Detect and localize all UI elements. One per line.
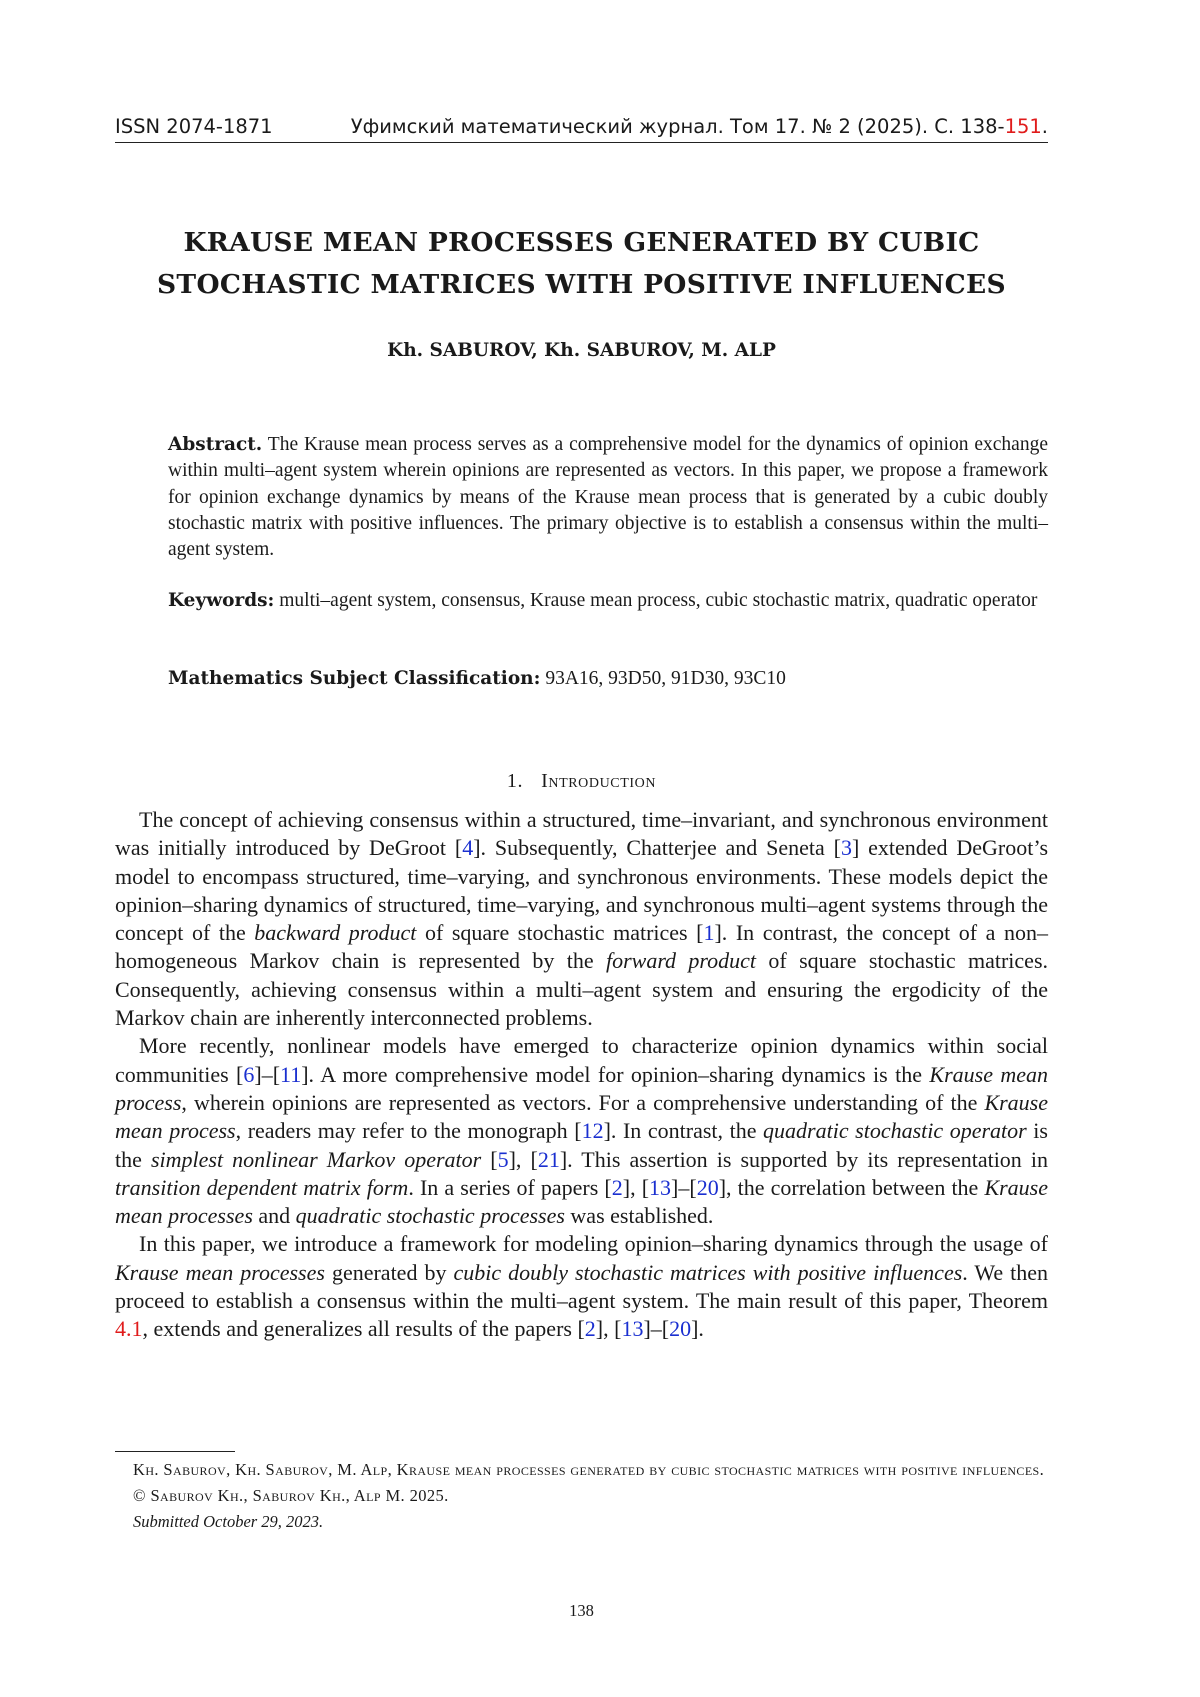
- emphasis: forward product: [605, 948, 757, 974]
- paper-title: [115, 222, 1048, 306]
- footnote-rule: [115, 1451, 235, 1452]
- emphasis: Krause mean process: [115, 1061, 1049, 1115]
- text-run: [: [481, 1146, 498, 1172]
- abstract-text: The Krause mean process serves as a comprehensive model for the dynamics of opinion exchange within multi–agent system wherein opinions are represented as vectors. In this paper, we propose a framework for opinion exchange dynamics by means of the Krause mean process that is generated by a cubic doubly stochastic matrix with positive influences. The primary objective is to establish a consensus within the multi–agent system.: [168, 434, 1048, 561]
- issn: ISSN 2074-1871: [115, 115, 273, 138]
- citation-link[interactable]: 20: [669, 1316, 692, 1342]
- page-number: 138: [569, 1601, 594, 1620]
- paragraph-2: [115, 1032, 1048, 1230]
- text-run: ]. In contrast, the: [603, 1118, 764, 1144]
- text-run: The concept of achieving consensus within a structured, time–invariant, and synchronous environment was initially introduced by DeGroot [: [115, 807, 1048, 861]
- copyright-text: © Saburov Kh., Saburov Kh., Alp M. 2025.: [133, 1486, 449, 1505]
- emphasis: quadratic stochastic processes: [295, 1203, 565, 1229]
- abstract-label: Abstract.: [168, 434, 263, 455]
- emphasis: transition dependent matrix form: [115, 1174, 409, 1200]
- text-run: ].: [691, 1316, 704, 1342]
- running-header: [115, 112, 1048, 143]
- citation-link[interactable]: 2: [584, 1316, 596, 1342]
- citation-link[interactable]: 11: [280, 1061, 302, 1087]
- section-title: Introduction: [541, 770, 657, 792]
- citation-link[interactable]: 4: [462, 835, 474, 861]
- text-run: , readers may refer to the monograph [: [235, 1118, 582, 1144]
- text-run: ], [: [622, 1174, 650, 1200]
- citation-link[interactable]: 13: [621, 1316, 644, 1342]
- text-run: In this paper, we introduce a framework for modeling opinion–sharing dynamics through the usage of: [139, 1231, 1048, 1257]
- citation-link[interactable]: 3: [840, 835, 852, 861]
- keywords-label: Keywords:: [168, 590, 275, 611]
- text-run: ], [: [508, 1146, 538, 1172]
- text-run: ]–[: [254, 1061, 281, 1087]
- keywords: [168, 588, 1048, 614]
- title-line-1: KRAUSE MEAN PROCESSES GENERATED BY CUBIC: [183, 227, 980, 258]
- keywords-text: multi–agent system, consensus, Krause mean process, cubic stochastic matrix, quadratic operator: [279, 590, 1038, 611]
- footnote-copyright: [115, 1483, 1048, 1509]
- submitted-text: Submitted October 29, 2023.: [133, 1512, 324, 1531]
- theorem-link[interactable]: 4.1: [115, 1316, 143, 1342]
- citation-link[interactable]: 2: [611, 1174, 623, 1200]
- citation-link[interactable]: 21: [537, 1146, 560, 1172]
- citation-link[interactable]: 20: [696, 1174, 719, 1200]
- text-run: ], [: [595, 1316, 622, 1342]
- msc-label: Mathematics Subject Classification:: [168, 668, 541, 689]
- text-run: ]. Subsequently, Chatterjee and Seneta [: [473, 835, 841, 861]
- emphasis: Krause mean processes: [115, 1174, 1048, 1229]
- emphasis: Krause mean process: [115, 1089, 1048, 1144]
- citation-link[interactable]: 13: [649, 1174, 672, 1200]
- text-run: . In a series of papers [: [408, 1174, 612, 1200]
- emphasis: backward product: [254, 920, 417, 946]
- journal-text: Уфимский математический журнал. Том 17. № 2 (2025). С. 138-: [350, 115, 1005, 138]
- text-run: ]–[: [671, 1174, 697, 1200]
- citation-link[interactable]: 12: [581, 1118, 604, 1144]
- text-run: ]–[: [643, 1316, 670, 1342]
- journal-citation: [351, 112, 1048, 142]
- authors: Kh. SABUROV, Kh. SABUROV, M. ALP: [387, 340, 776, 361]
- footnote: [115, 1457, 1048, 1535]
- citation-link[interactable]: 1: [703, 920, 715, 946]
- emphasis: quadratic stochastic operator: [763, 1118, 1027, 1144]
- abstract: [168, 432, 1048, 563]
- text-run: was established.: [564, 1203, 714, 1229]
- text-run: . We then proceed to establish a consensus within the multi–agent system. The main result of this paper, Theorem: [115, 1259, 1049, 1314]
- text-run: ]. This assertion is supported by its representation in: [559, 1146, 1048, 1172]
- body-text: [115, 806, 1048, 1344]
- text-run: ]. In contrast, the concept of a non–homogeneous Markov chain is represented by the: [115, 920, 1049, 974]
- text-run: ]. A more comprehensive model for opinion–sharing dynamics is the: [301, 1061, 930, 1087]
- title-line-2: STOCHASTIC MATRICES WITH POSITIVE INFLUENCES: [157, 269, 1006, 300]
- text-run: of square stochastic matrices [: [416, 920, 704, 946]
- text-run: of square stochastic matrices. Consequently, achieving consensus within a multi–agent system and ensuring the ergodicity of the Markov chain are inherently interconnected problems.: [115, 948, 1049, 1031]
- section-heading: [115, 767, 1048, 795]
- journal-period: .: [1041, 115, 1048, 138]
- emphasis: simplest nonlinear Markov operator: [150, 1146, 482, 1172]
- citation-link[interactable]: 6: [243, 1061, 255, 1087]
- msc-classification: [168, 666, 1048, 692]
- footnote-submitted: [115, 1509, 1048, 1535]
- emphasis: Krause mean processes: [115, 1259, 325, 1285]
- footnote-citation: Kh. Saburov, Kh. Saburov, M. Alp, Krause mean processes generated by cubic stochastic matrices with positive influences.: [133, 1460, 1045, 1479]
- text-run: ] extended DeGroot’s model to encompass structured, time–varying, and synchronous environments. These models depict the opinion–sharing dynamics of structured, time–varying, and synchronous multi–agent systems through the concept of the: [115, 835, 1049, 946]
- text-run: is the: [115, 1118, 1048, 1172]
- text-run: More recently, nonlinear models have emerged to characterize opinion dynamics within social communities [: [115, 1033, 1048, 1087]
- text-run: , extends and generalizes all results of the papers [: [142, 1316, 585, 1342]
- text-run: generated by: [324, 1259, 454, 1285]
- citation-link[interactable]: 5: [497, 1146, 509, 1172]
- section-number: 1.: [506, 770, 524, 792]
- text-run: , wherein opinions are represented as vectors. For a comprehensive understanding of the: [181, 1089, 985, 1115]
- text-run: and: [252, 1203, 296, 1229]
- end-page-link[interactable]: 151: [1004, 115, 1042, 138]
- msc-text: 93A16, 93D50, 91D30, 93C10: [545, 668, 786, 689]
- paragraph-3: [115, 1230, 1048, 1343]
- paragraph-1: [115, 806, 1048, 1032]
- emphasis: cubic doubly stochastic matrices with positive influences: [453, 1259, 963, 1285]
- text-run: ], the correlation between the: [718, 1174, 985, 1200]
